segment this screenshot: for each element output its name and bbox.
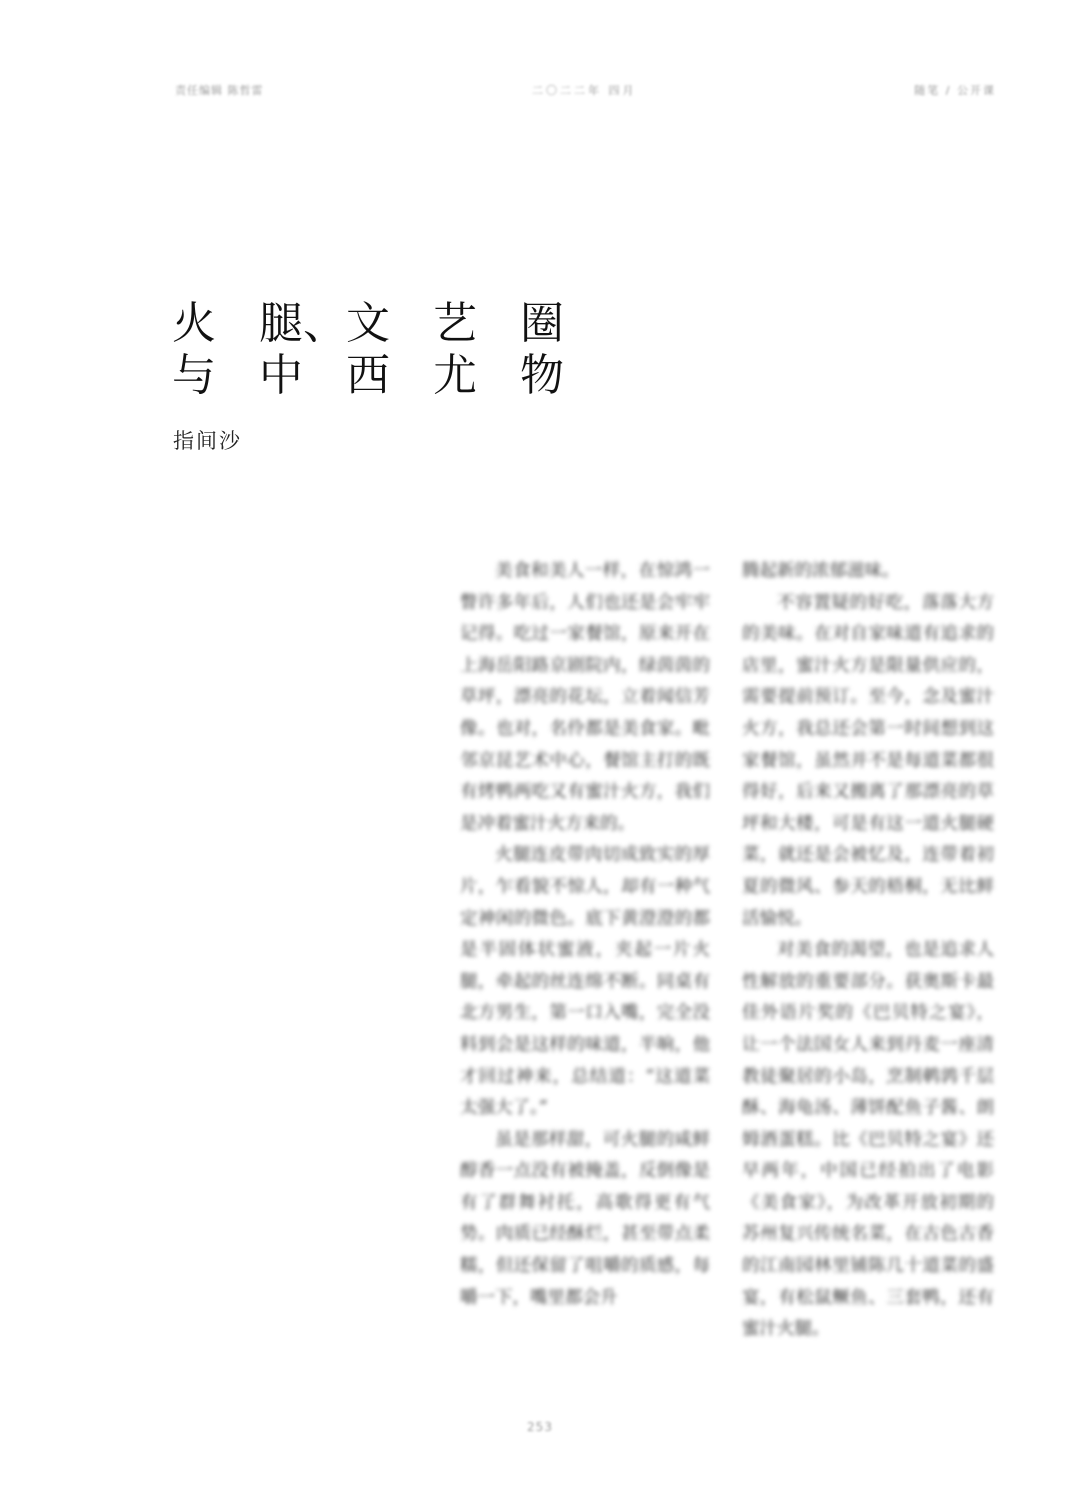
title-char: 火 — [172, 298, 216, 349]
body-paragraph: 美食和美人一样，在惊鸿一瞥许多年后，人们也还是会牢牢记得。吃过一家餐馆，原来开在上海岳阳路京剧院内，绿茵茵的草坪，漂亮的花坛，立着闻信芳像。也对，名伶都是美食家。毗邻京昆艺术中心，餐馆主打的既有烤鸭两吃又有蜜汁火方，我们是冲着蜜汁火方来的。 — [460, 561, 710, 834]
running-header — [0, 82, 1080, 102]
title-char: 文 — [346, 298, 390, 349]
title-char: 与 — [172, 350, 216, 401]
body-column-right — [742, 556, 994, 1346]
article-title — [172, 298, 607, 402]
title-char: 中 — [259, 350, 303, 401]
title-char: 圈 — [520, 298, 564, 349]
body-paragraph: 火腿连皮带肉切成致实的厚片，乍看貌不惊人，却有一种气定神闲的微色。底下黄澄澄的都是半固体状蜜液，夹起一片火腿，牵起的丝连绵不断。同桌有北方男生，第一口入嘴，完全没料到会是这样的味道，半晌，他才回过神来，总结道：“这道菜太强大了。” — [460, 845, 710, 1119]
body-paragraph-continued: 腾起新的浓郁滋味。 — [742, 561, 900, 581]
page-number: 253 — [527, 1420, 553, 1434]
title-line-2 — [172, 350, 607, 402]
body-paragraph: 虽是那样甜，可火腿的咸鲜醇香一点没有被掩盖，反倒像是有了群舞衬托，高歌得更有气势。肉质已经酥烂，甚至带点柔糯，但还保留了咀嚼的质感，每嚼一下，嘴里都会升 — [460, 1129, 710, 1308]
title-line-1 — [172, 298, 607, 350]
body-paragraph: 对美食的渴望，也是追求人性解放的重要部分。获奥斯卡最佳外语片奖的《巴贝特之宴》，让一个法国女人来到丹麦一座清教徒聚居的小岛，烹制鹌鹑千层酥、海龟汤、薄饼配鱼子酱、朗姆酒蛋糕。比《巴贝特之宴》还早两年，中国已经拍出了电影《美食家》，为改革开放初期的苏州复兴传统名菜，在古色古香的江南园林里铺陈几十道菜的盛宴，有松鼠鳜鱼、三套鸭，还有蜜汁火腿。 — [742, 940, 994, 1340]
title-char: 西 — [346, 350, 390, 401]
title-char: 尤 — [433, 350, 477, 401]
issue-date: 二〇二二年 四月 — [532, 84, 637, 97]
title-char: 物 — [520, 350, 564, 401]
editor-credit: 责任编辑 陈哲雷 — [175, 84, 264, 97]
body-column-left — [460, 556, 710, 1314]
body-paragraph: 不容置疑的好吃，落落大方的美味。在对自家味道有追求的店里，蜜汁火方是限量供应的，需要提前预订。至今，念及蜜汁火方，我总还会第一时间想到这家餐馆，虽然并不是每道菜都很得好，后来又搬离了那漂亮的草坪和大楼，可是有这一道火腿硬菜，就还是会被忆及，连带着初夏的微风、参天的梧桐，无比鲜活愉悦。 — [742, 592, 994, 929]
section-label: 随笔 / 公开课 — [914, 84, 996, 97]
title-char: 艺 — [433, 298, 477, 349]
author-name: 指间沙 — [173, 429, 242, 453]
title-char: 腿、 — [259, 298, 347, 349]
